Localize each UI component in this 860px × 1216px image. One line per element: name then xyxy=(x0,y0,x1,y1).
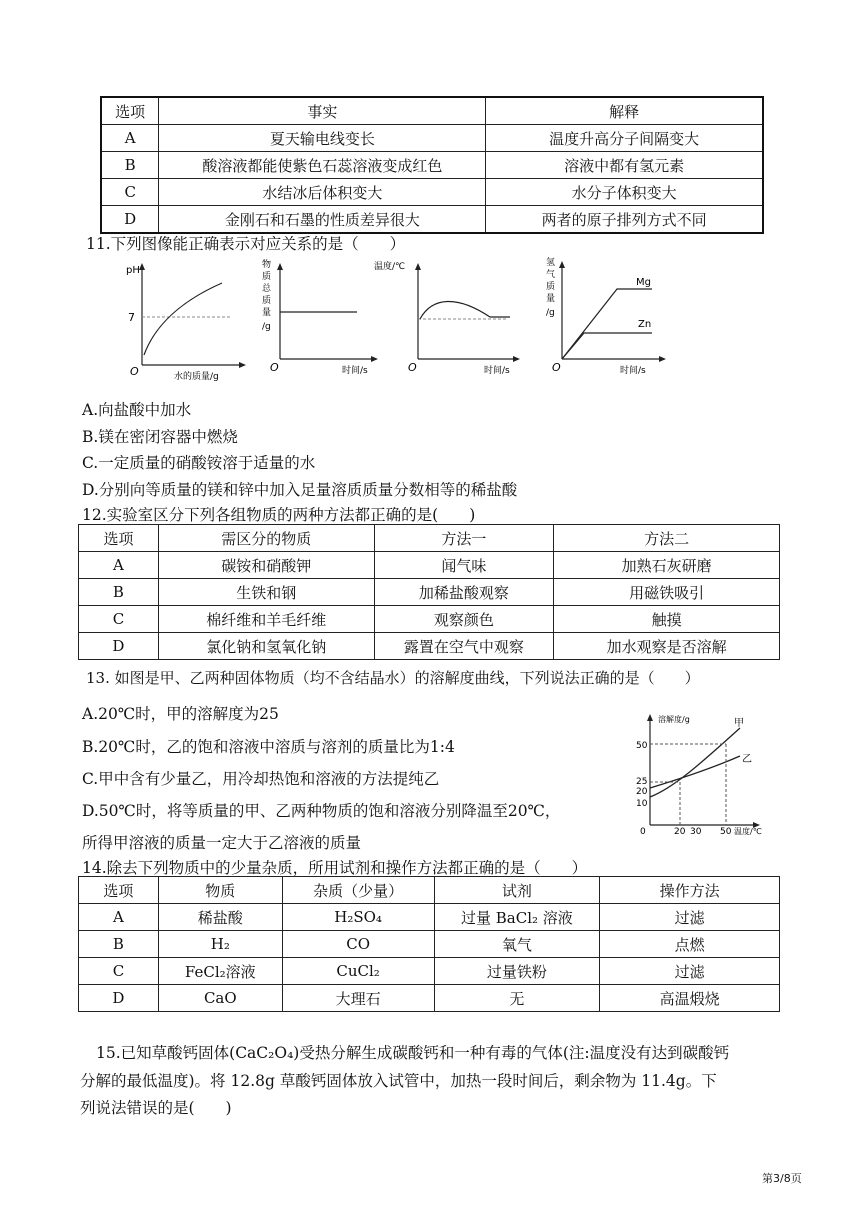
q11-option-b: B.镁在密闭容器中燃烧 xyxy=(82,428,238,446)
table-cell: 过滤 xyxy=(600,958,780,985)
q14-table xyxy=(78,876,780,1012)
table-row xyxy=(79,525,780,552)
table-cell: 酸溶液都能使紫色石蕊溶液变成红色 xyxy=(159,152,486,179)
table-header: 选项 xyxy=(79,877,159,904)
table-cell: B xyxy=(101,152,159,179)
table-cell: 氯化钠和氢氧化钠 xyxy=(158,633,374,660)
table-cell: D xyxy=(101,206,159,234)
graph-b-ylabel-5: 量 xyxy=(262,308,272,318)
table-cell: 加熟石灰研磨 xyxy=(554,552,780,579)
table-header: 操作方法 xyxy=(600,877,780,904)
graph-a-ylabel: pH xyxy=(126,265,140,276)
q12-table xyxy=(78,524,780,660)
q12-stem: 12.实验室区分下列各组物质的两种方法都正确的是( ) xyxy=(82,506,476,524)
q11-option-c: C.一定质量的硝酸铵溶于适量的水 xyxy=(82,454,316,472)
graph-ylabel: 溶解度/g xyxy=(658,715,690,724)
graph-d-origin: O xyxy=(552,361,561,374)
table-row xyxy=(79,985,780,1012)
graph-ytick-50: 50 xyxy=(636,741,648,751)
table-cell: A xyxy=(101,125,159,152)
graph-b-ylabel-1: 物 xyxy=(262,260,272,270)
table-cell: 过量铁粉 xyxy=(434,958,600,985)
graph-d-ylabel-3: 质 xyxy=(546,282,556,292)
table-row xyxy=(79,877,780,904)
q15-line-2: 分解的最低温度)。将 12.8g 草酸钙固体放入试管中，加热一段时间后，剩余物为 11.4g。下 xyxy=(80,1072,717,1090)
table-header: 试剂 xyxy=(434,877,600,904)
page-number: 第3/8页 xyxy=(762,1172,802,1185)
table-row xyxy=(101,179,763,206)
q13-option-a: A.20℃时，甲的溶解度为25 xyxy=(82,705,279,723)
table-row xyxy=(101,97,763,125)
q13-option-d: D.50℃时，将等质量的甲、乙两种物质的饱和溶液分别降温至20℃， xyxy=(82,802,561,820)
table-header: 方法一 xyxy=(374,525,554,552)
table-cell: CaO xyxy=(158,985,282,1012)
graph-d-series-mg: Mg xyxy=(636,277,651,288)
graph-b-ylabel-3: 总 xyxy=(262,284,272,294)
graph-d-ylabel-4: 量 xyxy=(546,294,556,304)
graph-xtick-20: 20 xyxy=(674,827,686,837)
graph-a-xlabel: 水的质量/g xyxy=(174,372,219,382)
graph-b-ylabel-2: 质 xyxy=(262,272,272,282)
table-cell: 水分子体积变大 xyxy=(486,179,763,206)
table-cell: 高温煅烧 xyxy=(600,985,780,1012)
table-row xyxy=(79,931,780,958)
table-cell: CO xyxy=(282,931,434,958)
q15-line-1: 15.已知草酸钙固体(CaC₂O₄)受热分解生成碳酸钙和一种有毒的气体(注:温度没有达到碳酸钙 xyxy=(96,1044,730,1062)
table-cell: 用磁铁吸引 xyxy=(554,579,780,606)
table-row xyxy=(79,633,780,660)
table-header: 需区分的物质 xyxy=(158,525,374,552)
table-cell: C xyxy=(101,179,159,206)
table-cell: FeCl₂溶液 xyxy=(158,958,282,985)
table-cell: D xyxy=(79,985,159,1012)
graph-ytick-25: 25 xyxy=(636,777,648,787)
table-cell: 露置在空气中观察 xyxy=(374,633,554,660)
table-cell: CuCl₂ xyxy=(282,958,434,985)
table-cell: C xyxy=(79,606,159,633)
q13-option-d-cont: 所得甲溶液的质量一定大于乙溶液的质量 xyxy=(82,834,362,852)
graph-b-ylabel-6: /g xyxy=(262,322,271,332)
table-cell: 两者的原子排列方式不同 xyxy=(486,206,763,234)
table-cell: 过量 BaCl₂ 溶液 xyxy=(434,904,600,931)
q15-line-3: 列说法错误的是( ) xyxy=(80,1099,232,1117)
table-cell: A xyxy=(79,552,159,579)
table-header: 选项 xyxy=(101,97,159,125)
table-row xyxy=(79,904,780,931)
table-cell: 触摸 xyxy=(554,606,780,633)
table-row xyxy=(79,606,780,633)
graph-b-ylabel-4: 质 xyxy=(262,296,272,306)
graph-a xyxy=(126,263,246,382)
graph-d-ylabel-5: /g xyxy=(546,308,555,318)
q13-solubility-graph xyxy=(628,710,788,844)
table-cell: B xyxy=(79,931,159,958)
table-cell: 观察颜色 xyxy=(374,606,554,633)
table-header: 解释 xyxy=(486,97,763,125)
graph-c-xlabel: 时间/s xyxy=(484,366,510,376)
graph-ytick-10: 10 xyxy=(636,799,648,809)
graph-d xyxy=(546,256,666,376)
graph-series-jia: 甲 xyxy=(734,718,744,729)
graph-b-xlabel: 时间/s xyxy=(342,366,368,376)
graph-xtick-30: 30 xyxy=(690,827,702,837)
table-cell: H₂ xyxy=(158,931,282,958)
table-cell: 大理石 xyxy=(282,985,434,1012)
table-cell: 加稀盐酸观察 xyxy=(374,579,554,606)
graph-d-ylabel-1: 氢 xyxy=(546,258,556,268)
graph-d-ylabel-2: 气 xyxy=(546,270,556,280)
table-cell: 棉纤维和羊毛纤维 xyxy=(158,606,374,633)
graph-origin: 0 xyxy=(640,827,646,837)
graph-series-yi: 乙 xyxy=(742,754,752,765)
graph-a-origin: O xyxy=(130,365,139,378)
table-header: 选项 xyxy=(79,525,159,552)
table-cell: D xyxy=(79,633,159,660)
graph-a-tick: 7 xyxy=(128,311,135,324)
table-cell: B xyxy=(79,579,159,606)
q13-option-c: C.甲中含有少量乙，用冷却热饱和溶液的方法提纯乙 xyxy=(82,770,440,788)
table-header: 方法二 xyxy=(554,525,780,552)
q11-option-d: D.分别向等质量的镁和锌中加入足量溶质质量分数相等的稀盐酸 xyxy=(82,481,518,499)
table-cell: 氧气 xyxy=(434,931,600,958)
table-cell: 过滤 xyxy=(600,904,780,931)
graph-b xyxy=(262,258,378,376)
table-cell: 点燃 xyxy=(600,931,780,958)
graph-d-xlabel: 时间/s xyxy=(620,366,646,376)
table-cell: 温度升高分子间隔变大 xyxy=(486,125,763,152)
graph-d-series-zn: Zn xyxy=(638,319,652,330)
table-header: 事实 xyxy=(159,97,486,125)
table-row xyxy=(79,552,780,579)
table-cell: H₂SO₄ xyxy=(282,904,434,931)
graph-ytick-20: 20 xyxy=(636,787,648,797)
table-row xyxy=(101,206,763,234)
table-row xyxy=(101,125,763,152)
q14-stem: 14.除去下列物质中的少量杂质，所用试剂和操作方法都正确的是（ ） xyxy=(82,859,588,877)
table-cell: 加水观察是否溶解 xyxy=(554,633,780,660)
graph-c-origin: O xyxy=(408,361,417,374)
graph-xlabel: 温度/℃ xyxy=(734,827,762,836)
table-row xyxy=(79,579,780,606)
q13-option-b: B.20℃时，乙的饱和溶液中溶质与溶剂的质量比为1:4 xyxy=(82,738,455,756)
table-header: 杂质（少量） xyxy=(282,877,434,904)
table-cell: 碳铵和硝酸钾 xyxy=(158,552,374,579)
table-cell: 溶液中都有氢元素 xyxy=(486,152,763,179)
q11-graphs xyxy=(112,255,672,385)
table-row xyxy=(101,152,763,179)
table-cell: 水结冰后体积变大 xyxy=(159,179,486,206)
graph-b-origin: O xyxy=(270,361,279,374)
table-cell: 生铁和钢 xyxy=(158,579,374,606)
table-cell: 稀盐酸 xyxy=(158,904,282,931)
q10-table xyxy=(100,96,764,234)
graph-xtick-50: 50 xyxy=(720,827,732,837)
q13-stem: 13. 如图是甲、乙两种固体物质（均不含结晶水）的溶解度曲线，下列说法正确的是（ ） xyxy=(86,669,700,687)
table-cell: 闻气味 xyxy=(374,552,554,579)
q11-option-a: A.向盐酸中加水 xyxy=(82,401,192,419)
table-header: 物质 xyxy=(158,877,282,904)
table-cell: 无 xyxy=(434,985,600,1012)
table-row xyxy=(79,958,780,985)
graph-c-ylabel: 温度/℃ xyxy=(374,262,406,272)
table-cell: 金刚石和石墨的性质差异很大 xyxy=(159,206,486,234)
table-cell: 夏天输电线变长 xyxy=(159,125,486,152)
graph-c xyxy=(374,260,520,376)
table-cell: C xyxy=(79,958,159,985)
q11-stem: 11.下列图像能正确表示对应关系的是（ ） xyxy=(86,235,406,253)
table-cell: A xyxy=(79,904,159,931)
